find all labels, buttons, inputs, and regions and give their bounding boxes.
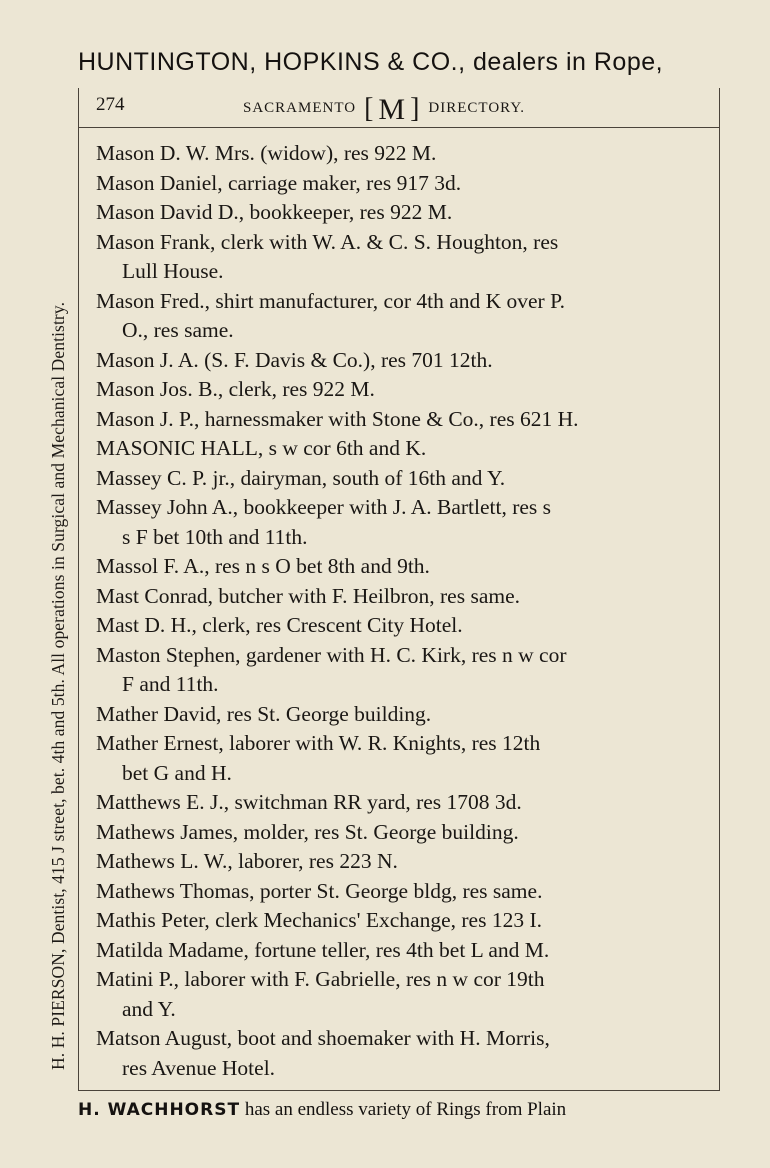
side-advertisement: H. H. PIERSON, Dentist, 415 J street, bet. 4th and 5th. All operations in Surgical and Mechanical Dentistry. — [48, 301, 68, 1070]
entry-line: Mathews Thomas, porter St. George bldg, res same. — [96, 878, 543, 903]
section-letter: M — [378, 93, 407, 126]
directory-entry — [96, 434, 704, 464]
entry-continuation: bet G and H. — [122, 760, 232, 785]
directory-entry — [96, 169, 704, 199]
directory-entry — [96, 552, 704, 582]
entry-line: Mast D. H., clerk, res Crescent City Hotel. — [96, 613, 463, 637]
entry-line: MASONIC HALL, s w cor 6th and K. — [96, 436, 427, 460]
entry-line: Maston Stephen, gardener with H. C. Kirk, res n w cor — [96, 642, 567, 667]
entry-line: Mason J. P., harnessmaker with Stone & Co., res 621 H. — [96, 406, 579, 431]
entry-line: Massol F. A., res n s O bet 8th and 9th. — [96, 554, 430, 578]
bottom-advertiser-name: H. WACHHORST — [78, 1100, 241, 1120]
page-number: 274 — [96, 94, 125, 115]
directory-entry — [96, 611, 704, 641]
entry-continuation: res Avenue Hotel. — [122, 1055, 276, 1080]
bottom-advertisement — [78, 1098, 728, 1121]
directory-entry — [96, 493, 704, 552]
entry-line: Mason J. A. (S. F. Davis & Co.), res 701 12th. — [96, 347, 493, 372]
entry-line: Matthews E. J., switchman RR yard, res 1708 3d. — [96, 790, 522, 814]
bottom-advertisement-text: has an endless variety of Rings from Plain — [240, 1099, 567, 1120]
running-head-right: DIRECTORY. — [428, 99, 525, 116]
directory-entry — [96, 582, 704, 612]
directory-entry — [96, 464, 704, 494]
page-header — [78, 88, 720, 128]
directory-entry — [96, 375, 704, 405]
directory-entry — [96, 228, 704, 287]
running-head: SACRAMENTO [ M ] DIRECTORY. — [243, 93, 525, 126]
entry-line: Mather Ernest, laborer with W. R. Knights, res 12th — [96, 731, 541, 755]
directory-entry — [96, 1024, 704, 1083]
directory-entry — [96, 139, 704, 169]
entry-line: Mathis Peter, clerk Mechanics' Exchange, res 123 I. — [96, 908, 542, 932]
entry-line: Matini P., laborer with F. Gabrielle, res n w cor 19th — [96, 967, 545, 991]
entry-line: Mason Frank, clerk with W. A. & C. S. Houghton, res — [96, 229, 559, 254]
entry-continuation: Lull House. — [122, 259, 224, 283]
entry-line: Mast Conrad, butcher with F. Heilbron, res same. — [96, 583, 521, 608]
directory-entry — [96, 641, 704, 700]
entry-continuation: s F bet 10th and 11th. — [122, 524, 308, 549]
entry-line: Mathews James, molder, res St. George building. — [96, 819, 519, 844]
entry-line: Matilda Madame, fortune teller, res 4th bet L and M. — [96, 937, 550, 962]
running-head-left: SACRAMENTO — [243, 99, 357, 116]
top-advertisement-text: , dealers in Rope, — [458, 48, 664, 76]
directory-entry — [96, 346, 704, 376]
directory-entry — [96, 287, 704, 346]
entry-line: Mason Fred., shirt manufacturer, cor 4th and K over P. — [96, 288, 566, 313]
directory-entry — [96, 198, 704, 228]
top-advertisement — [78, 48, 728, 77]
entry-line: Mason David D., bookkeeper, res 922 M. — [96, 200, 453, 224]
directory-entry — [96, 729, 704, 788]
directory-entries — [96, 139, 704, 1083]
directory-entry — [96, 906, 704, 936]
entry-line: Mason D. W. Mrs. (widow), res 922 M. — [96, 141, 437, 165]
top-advertiser-name: HUNTINGTON, HOPKINS & CO. — [78, 48, 459, 76]
entry-continuation: F and 11th. — [122, 672, 219, 696]
entry-continuation: and Y. — [122, 996, 176, 1021]
directory-entry — [96, 788, 704, 818]
directory-entry — [96, 405, 704, 435]
entry-line: Matson August, boot and shoemaker with H. Morris, — [96, 1026, 550, 1050]
entry-line: Massey John A., bookkeeper with J. A. Bartlett, res s — [96, 495, 552, 519]
entry-line: Massey C. P. jr., dairyman, south of 16th and Y. — [96, 465, 506, 490]
entry-line: Mather David, res St. George building. — [96, 701, 432, 726]
directory-entry — [96, 877, 704, 907]
directory-entry — [96, 700, 704, 730]
entry-continuation: O., res same. — [122, 318, 234, 342]
entry-line: Mathews L. W., laborer, res 223 N. — [96, 849, 398, 873]
entry-line: Mason Daniel, carriage maker, res 917 3d. — [96, 170, 462, 195]
directory-entry — [96, 936, 704, 966]
entry-line: Mason Jos. B., clerk, res 922 M. — [96, 377, 375, 401]
directory-entry — [96, 965, 704, 1024]
directory-entry — [96, 818, 704, 848]
directory-entry — [96, 847, 704, 877]
